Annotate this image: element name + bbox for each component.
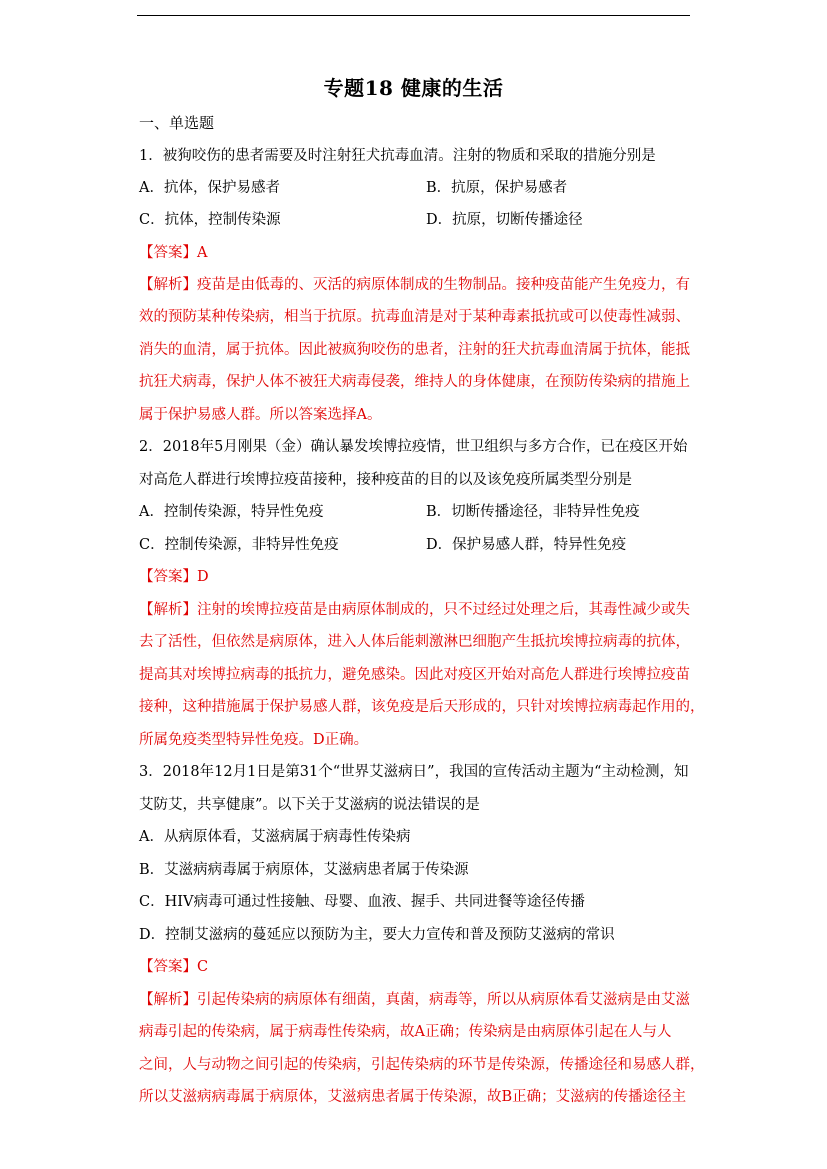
q3-option-a: A．从病原体看，艾滋病属于病毒性传染病	[139, 829, 411, 845]
q2-analysis-line: 所属免疫类型特异性免疫。D正确。	[139, 732, 369, 748]
q3-analysis-line: 之间，人与动物之间引起的传染病，引起传染病的环节是传染源，传播途径和易感人群，	[139, 1057, 705, 1073]
q3-option-b: B．艾滋病病毒属于病原体，艾滋病患者属于传染源	[139, 862, 469, 878]
q2-option-d: D．保护易感人群，特异性免疫	[426, 537, 627, 553]
q1-analysis-line: 抗狂犬病毒，保护人体不被狂犬病毒侵袭，维持人的身体健康，在预防传染病的措施上	[139, 374, 690, 390]
q1-stem: 1．被狗咬伤的患者需要及时注射狂犬抗毒血清。注射的物质和采取的措施分别是	[139, 148, 656, 164]
q3-analysis-line: 病毒引起的传染病，属于病毒性传染病，故A正确；传染病是由病原体引起在人与人	[139, 1024, 672, 1040]
q1-analysis-tag: 【解析】	[139, 277, 197, 293]
q3-analysis-text: 引起传染病的病原体有细菌，真菌，病毒等，所以从病原体看艾滋病是由艾滋	[197, 992, 690, 1008]
q3-analysis-line: 所以艾滋病病毒属于病原体，艾滋病患者属于传染源，故B正确；艾滋病的传播途径主	[139, 1089, 687, 1105]
q1-answer-tag: 【答案】	[139, 245, 197, 261]
q1-option-c: C．抗体，控制传染源	[139, 212, 281, 228]
q1-analysis-line	[139, 275, 690, 295]
q1-analysis-text: 疫苗是由低毒的、灭活的病原体制成的生物制品。接种疫苗能产生免疫力，有	[197, 277, 690, 293]
q1-answer	[139, 243, 207, 263]
q2-analysis-tag: 【解析】	[139, 602, 197, 618]
q3-option-d: D．控制艾滋病的蔓延应以预防为主，要大力宣传和普及预防艾滋病的常识	[139, 927, 615, 943]
q3-analysis-tag: 【解析】	[139, 992, 197, 1008]
header-rule	[137, 15, 690, 16]
q1-option-a: A．抗体，保护易感者	[139, 180, 280, 196]
q2-analysis-line: 接种，这种措施属于保护易感人群，该免疫是后天形成的，只针对埃博拉病毒起作用的，	[139, 699, 705, 715]
q2-stem: 对高危人群进行埃博拉疫苗接种，接种疫苗的目的以及该免疫所属类型分别是	[139, 472, 632, 488]
q2-option-b: B．切断传播途径，非特异性免疫	[426, 504, 640, 520]
q3-analysis-line	[139, 990, 690, 1010]
q1-answer-value: A	[197, 245, 208, 261]
q1-analysis-line: 消失的血清，属于抗体。因此被疯狗咬伤的患者，注射的狂犬抗毒血清属于抗体，能抵	[139, 342, 690, 358]
q2-answer-value: D	[197, 569, 209, 585]
q3-answer-value: C	[197, 959, 209, 975]
q1-option-d: D．抗原，切断传播途径	[426, 212, 583, 228]
page-title: 专题18 健康的生活	[323, 76, 504, 100]
q1-analysis-line: 属于保护易感人群。所以答案选择A。	[139, 407, 382, 423]
q3-option-c: C．HIV病毒可通过性接触、母婴、血液、握手、共同进餐等途径传播	[139, 894, 585, 910]
q2-option-c: C．控制传染源，非特异性免疫	[139, 537, 339, 553]
q3-answer-tag: 【答案】	[139, 959, 197, 975]
section-heading: 一、单选题	[139, 114, 215, 132]
q3-answer	[139, 957, 208, 977]
q2-answer-tag: 【答案】	[139, 569, 197, 585]
q3-stem: 艾防艾，共享健康”。以下关于艾滋病的说法错误的是	[139, 797, 480, 813]
q2-stem: 2．2018年5月刚果（金）确认暴发埃博拉疫情，世卫组织与多方合作，已在疫区开始	[139, 439, 688, 455]
q1-analysis-line: 效的预防某种传染病，相当于抗原。抗毒血清是对于某种毒素抵抗或可以使毒性减弱、	[139, 309, 690, 325]
q2-analysis-line	[139, 600, 690, 620]
q1-option-b: B．抗原，保护易感者	[426, 180, 568, 196]
q2-analysis-line: 提高其对埃博拉病毒的抵抗力，避免感染。因此对疫区开始对高危人群进行埃博拉疫苗	[139, 667, 690, 683]
q2-option-a: A．控制传染源，特异性免疫	[139, 504, 324, 520]
q2-analysis-text: 注射的埃博拉疫苗是由病原体制成的，只不过经过处理之后，其毒性减少或失	[197, 602, 690, 618]
q2-answer	[139, 567, 209, 587]
q3-stem: 3．2018年12月1日是第31个“世界艾滋病日”，我国的宣传活动主题为“主动检测，知	[139, 764, 689, 780]
q2-analysis-line: 去了活性，但依然是病原体，进入人体后能刺激淋巴细胞产生抵抗埃博拉病毒的抗体，	[139, 634, 690, 650]
